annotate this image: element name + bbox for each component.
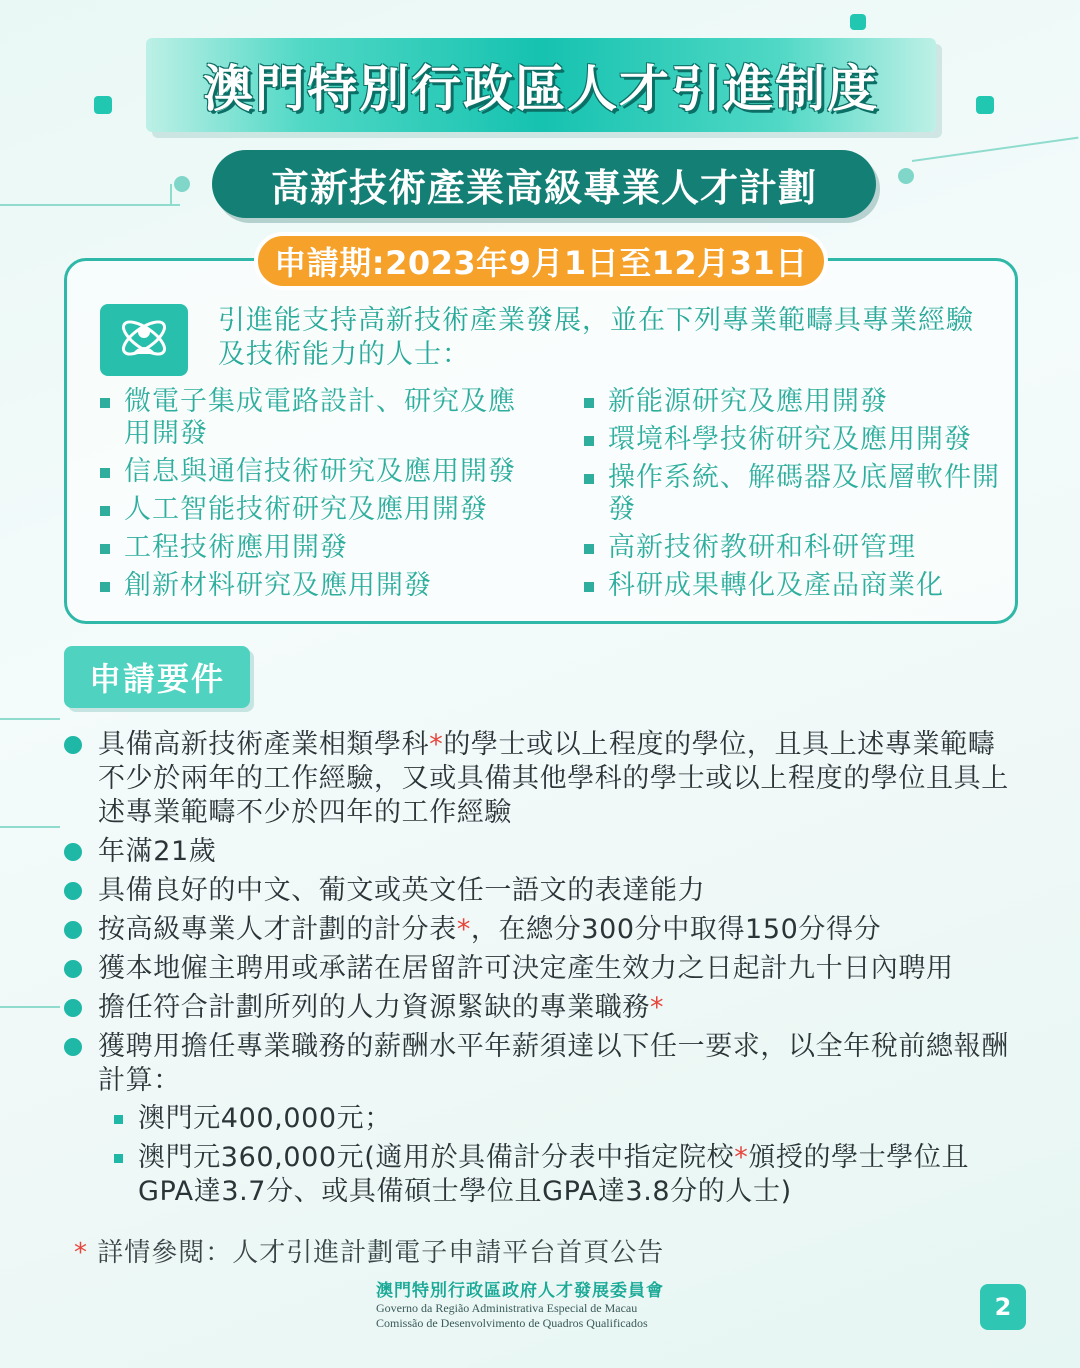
bullet-dot-icon [64, 1038, 82, 1056]
asterisk: * [74, 1238, 88, 1268]
list-item: 工程技術應用開發 [100, 532, 540, 564]
asterisk: * [456, 914, 471, 945]
application-period-badge [254, 232, 828, 290]
page-subtitle: 高新技術產業高級專業人才計劃 [270, 165, 817, 210]
decor-line [0, 826, 60, 828]
decor-square [976, 96, 994, 114]
list-item: 科研成果轉化及產品商業化 [584, 570, 1004, 602]
footnote-text: 詳情參閱：人才引進計劃電子申請平台首頁公告 [88, 1238, 665, 1268]
decor-line [0, 1006, 60, 1008]
requirement-text: 按高級專業人才計劃的計分表 [98, 914, 457, 945]
page-title: 澳門特別行政區人才引進制度 [203, 60, 879, 118]
field-list-left [100, 386, 540, 608]
decor-line [170, 184, 172, 204]
salary-text: 澳門元400,000元； [138, 1103, 392, 1134]
requirement-item [70, 1030, 1020, 1209]
salary-item [112, 1141, 1020, 1209]
decor-dot [898, 168, 914, 184]
decor-line [0, 204, 180, 206]
footer-org [376, 1276, 816, 1331]
application-period: 申請期:2023年9月1日至12月31日 [274, 244, 808, 282]
requirement-text: 獲聘用擔任專業職務的薪酬水平年薪須達以下任一要求，以全年稅前總報酬計算： [98, 1031, 1009, 1096]
program-intro: 引進能支持高新技術產業發展，並在下列專業範疇具專業經驗及技術能力的人士： [218, 305, 974, 370]
requirement-item [70, 913, 1020, 947]
salary-item [112, 1102, 1020, 1136]
requirement-item [70, 728, 1020, 830]
decor-line [0, 718, 60, 720]
requirements-heading-tag [64, 646, 250, 708]
title-banner [146, 38, 936, 132]
requirements-list [70, 728, 1020, 1214]
footnote [74, 1232, 664, 1269]
requirement-text: 的學士或以上程度的學位，且具上述專業範疇不少於兩年的工作經驗，又或具備其他學科的學士或以上程度的學位且具上述專業範疇不少於四年的工作經驗 [98, 729, 1009, 828]
decor-square [94, 96, 112, 114]
org-name-pt-2: Comissão de Desenvolvimento de Quadros Qualificados [376, 1316, 648, 1330]
requirement-text: 具備高新技術產業相類學科 [98, 729, 430, 760]
requirement-item [70, 835, 1020, 869]
asterisk: * [734, 1142, 749, 1173]
list-item: 創新材料研究及應用開發 [100, 570, 540, 602]
requirement-item [70, 952, 1020, 986]
field-list-right [584, 386, 1004, 608]
requirement-item [70, 874, 1020, 908]
org-name-zh: 澳門特別行政區政府人才發展委員會 [376, 1281, 664, 1301]
requirement-text: 獲本地僱主聘用或承諾在居留許可決定產生效力之日起計九十日內聘用 [98, 953, 954, 984]
page-number-badge [980, 1284, 1026, 1330]
list-item: 操作系統、解碼器及底層軟件開發 [584, 462, 1004, 526]
requirement-text: 具備良好的中文、葡文或英文任一語文的表達能力 [98, 875, 706, 906]
requirements-heading: 申請要件 [88, 660, 225, 698]
bullet-dot-icon [64, 999, 82, 1017]
asterisk: * [650, 992, 665, 1023]
list-item: 人工智能技術研究及應用開發 [100, 494, 540, 526]
bullet-dot-icon [64, 960, 82, 978]
org-name-pt-1: Governo da Região Administrativa Especial de Macau [376, 1301, 638, 1315]
asterisk: * [429, 729, 444, 760]
requirement-text: ，在總分300分中取得150分得分 [470, 914, 882, 945]
science-person-icon [100, 304, 188, 376]
bullet-dot-icon [64, 921, 82, 939]
list-item: 高新技術教研和科研管理 [584, 532, 1004, 564]
bullet-dot-icon [64, 843, 82, 861]
decor-square [850, 14, 866, 30]
requirement-text: 擔任符合計劃所列的人力資源緊缺的專業職務 [98, 992, 650, 1023]
list-item: 新能源研究及應用開發 [584, 386, 1004, 418]
salary-text: 頒授的學士學位且GPA達3.7分、或具備碩士學位且GPA達3.8分的人士) [138, 1142, 970, 1207]
list-item: 微電子集成電路設計、研究及應用開發 [100, 386, 540, 450]
list-item: 環境科學技術研究及應用開發 [584, 424, 1004, 456]
requirement-item [70, 991, 1020, 1025]
page-number: 2 [994, 1293, 1012, 1321]
salary-text: 澳門元360,000元(適用於具備計分表中指定院校 [138, 1142, 735, 1173]
decor-line [912, 137, 1079, 162]
requirement-text: 年滿21歲 [98, 836, 217, 867]
salary-list [98, 1102, 1020, 1209]
bullet-dot-icon [64, 736, 82, 754]
bullet-dot-icon [64, 882, 82, 900]
decor-dot [174, 176, 190, 192]
list-item: 信息與通信技術研究及應用開發 [100, 456, 540, 488]
subtitle-banner [212, 150, 876, 218]
